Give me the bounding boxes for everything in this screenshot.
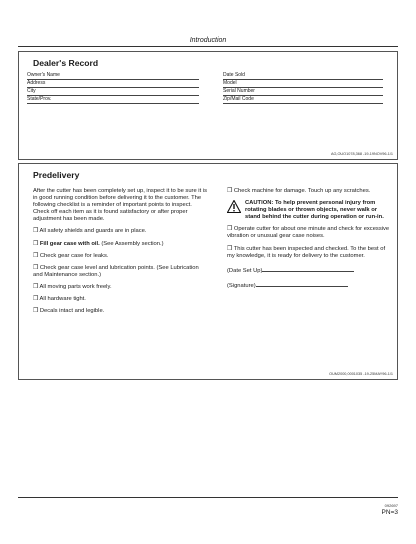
dealers-record-title: Dealer's Record: [33, 58, 99, 68]
checkbox-icon: ❒: [227, 245, 233, 252]
checkbox-icon: ❒: [33, 252, 39, 259]
city-field[interactable]: City: [27, 88, 199, 96]
predelivery-reference: OUM2000,0001035 -19-25MAY96-1/1: [329, 372, 393, 376]
checkbox-icon: ❒: [33, 308, 39, 315]
predelivery-right-column: [227, 188, 391, 295]
date-sold-field[interactable]: Date Sold: [223, 72, 383, 80]
date-set-up-blank[interactable]: [262, 265, 354, 272]
address-field[interactable]: Address: [27, 80, 199, 88]
checkbox-icon: ❒: [33, 296, 39, 303]
checklist-item[interactable]: ❒ Check gear case level and lubrication points. (See Lubrication and Maintenance section.): [33, 264, 199, 278]
checkbox-icon: ❒: [227, 226, 233, 233]
footer-rule: [18, 497, 398, 498]
warning-triangle-icon: [227, 200, 241, 213]
serial-number-field[interactable]: Serial Number: [223, 88, 383, 96]
header-rule: [18, 46, 398, 47]
checkbox-icon: ❒: [33, 283, 39, 290]
caution-notice: [227, 200, 391, 221]
date-set-up-line[interactable]: (Date Set Up): [227, 265, 391, 275]
dealers-record-box: [18, 51, 398, 160]
predelivery-left-column: [33, 188, 209, 320]
checklist-item[interactable]: ❒ All hardware tight.: [33, 296, 86, 303]
predelivery-intro: After the cutter has been completely set up, inspect it to be sure it is in good running condition before delivering it to the customer. The following checklist is a reminder of important points to inspect. Check off each item as it is found satisfactory or after proper adjustment has been made.: [33, 188, 207, 223]
checklist-item[interactable]: ❒ Operate cutter for about one minute and check for excessive vibration or unusual gear case noises.: [227, 226, 390, 240]
checklist-item[interactable]: ❒ Check machine for damage. Touch up any scratches.: [227, 188, 371, 194]
checklist-item[interactable]: ❒ Check gear case for leaks.: [33, 252, 109, 259]
checkbox-icon: ❒: [33, 228, 39, 235]
checkbox-icon: ❒: [33, 264, 39, 271]
model-field[interactable]: Model: [223, 80, 383, 88]
signature-line[interactable]: (Signature): [227, 280, 391, 290]
checklist-item[interactable]: ❒ All safety shields and guards are in place.: [33, 228, 147, 235]
signature-blank[interactable]: [256, 280, 348, 287]
predelivery-title: Predelivery: [33, 170, 80, 180]
checkbox-icon: ❒: [227, 188, 233, 194]
checklist-item[interactable]: ❒ This cutter has been inspected and checked. To the best of my knowledge, it is ready for delivery to the customer.: [227, 245, 386, 259]
checklist-item[interactable]: ❒ Decals intact and legible.: [33, 308, 105, 315]
checklist-item[interactable]: ❒ Fill gear case with oil. (See Assembly section.): [33, 240, 164, 247]
page-number: PN=3: [381, 509, 398, 516]
dealers-record-reference: AG,OUO1078,368 -19-19NOV96-1/1: [330, 152, 393, 156]
caution-text: CAUTION: To help prevent personal injury from rotating blades or thrown objects, never walk or stand behind the cutter during operation or run-in.: [245, 200, 384, 221]
owner-name-field[interactable]: Owner's Name: [27, 72, 199, 80]
checkbox-icon: ❒: [33, 240, 39, 247]
footer-code: 092697: [384, 503, 398, 508]
zip-mail-code-field[interactable]: Zip/Mail Code: [223, 96, 383, 104]
section-header: Introduction: [189, 37, 227, 44]
predelivery-box: [18, 163, 398, 380]
checklist-item[interactable]: ❒ All moving parts work freely.: [33, 283, 112, 290]
state-prov-field[interactable]: State/Prov.: [27, 96, 199, 104]
